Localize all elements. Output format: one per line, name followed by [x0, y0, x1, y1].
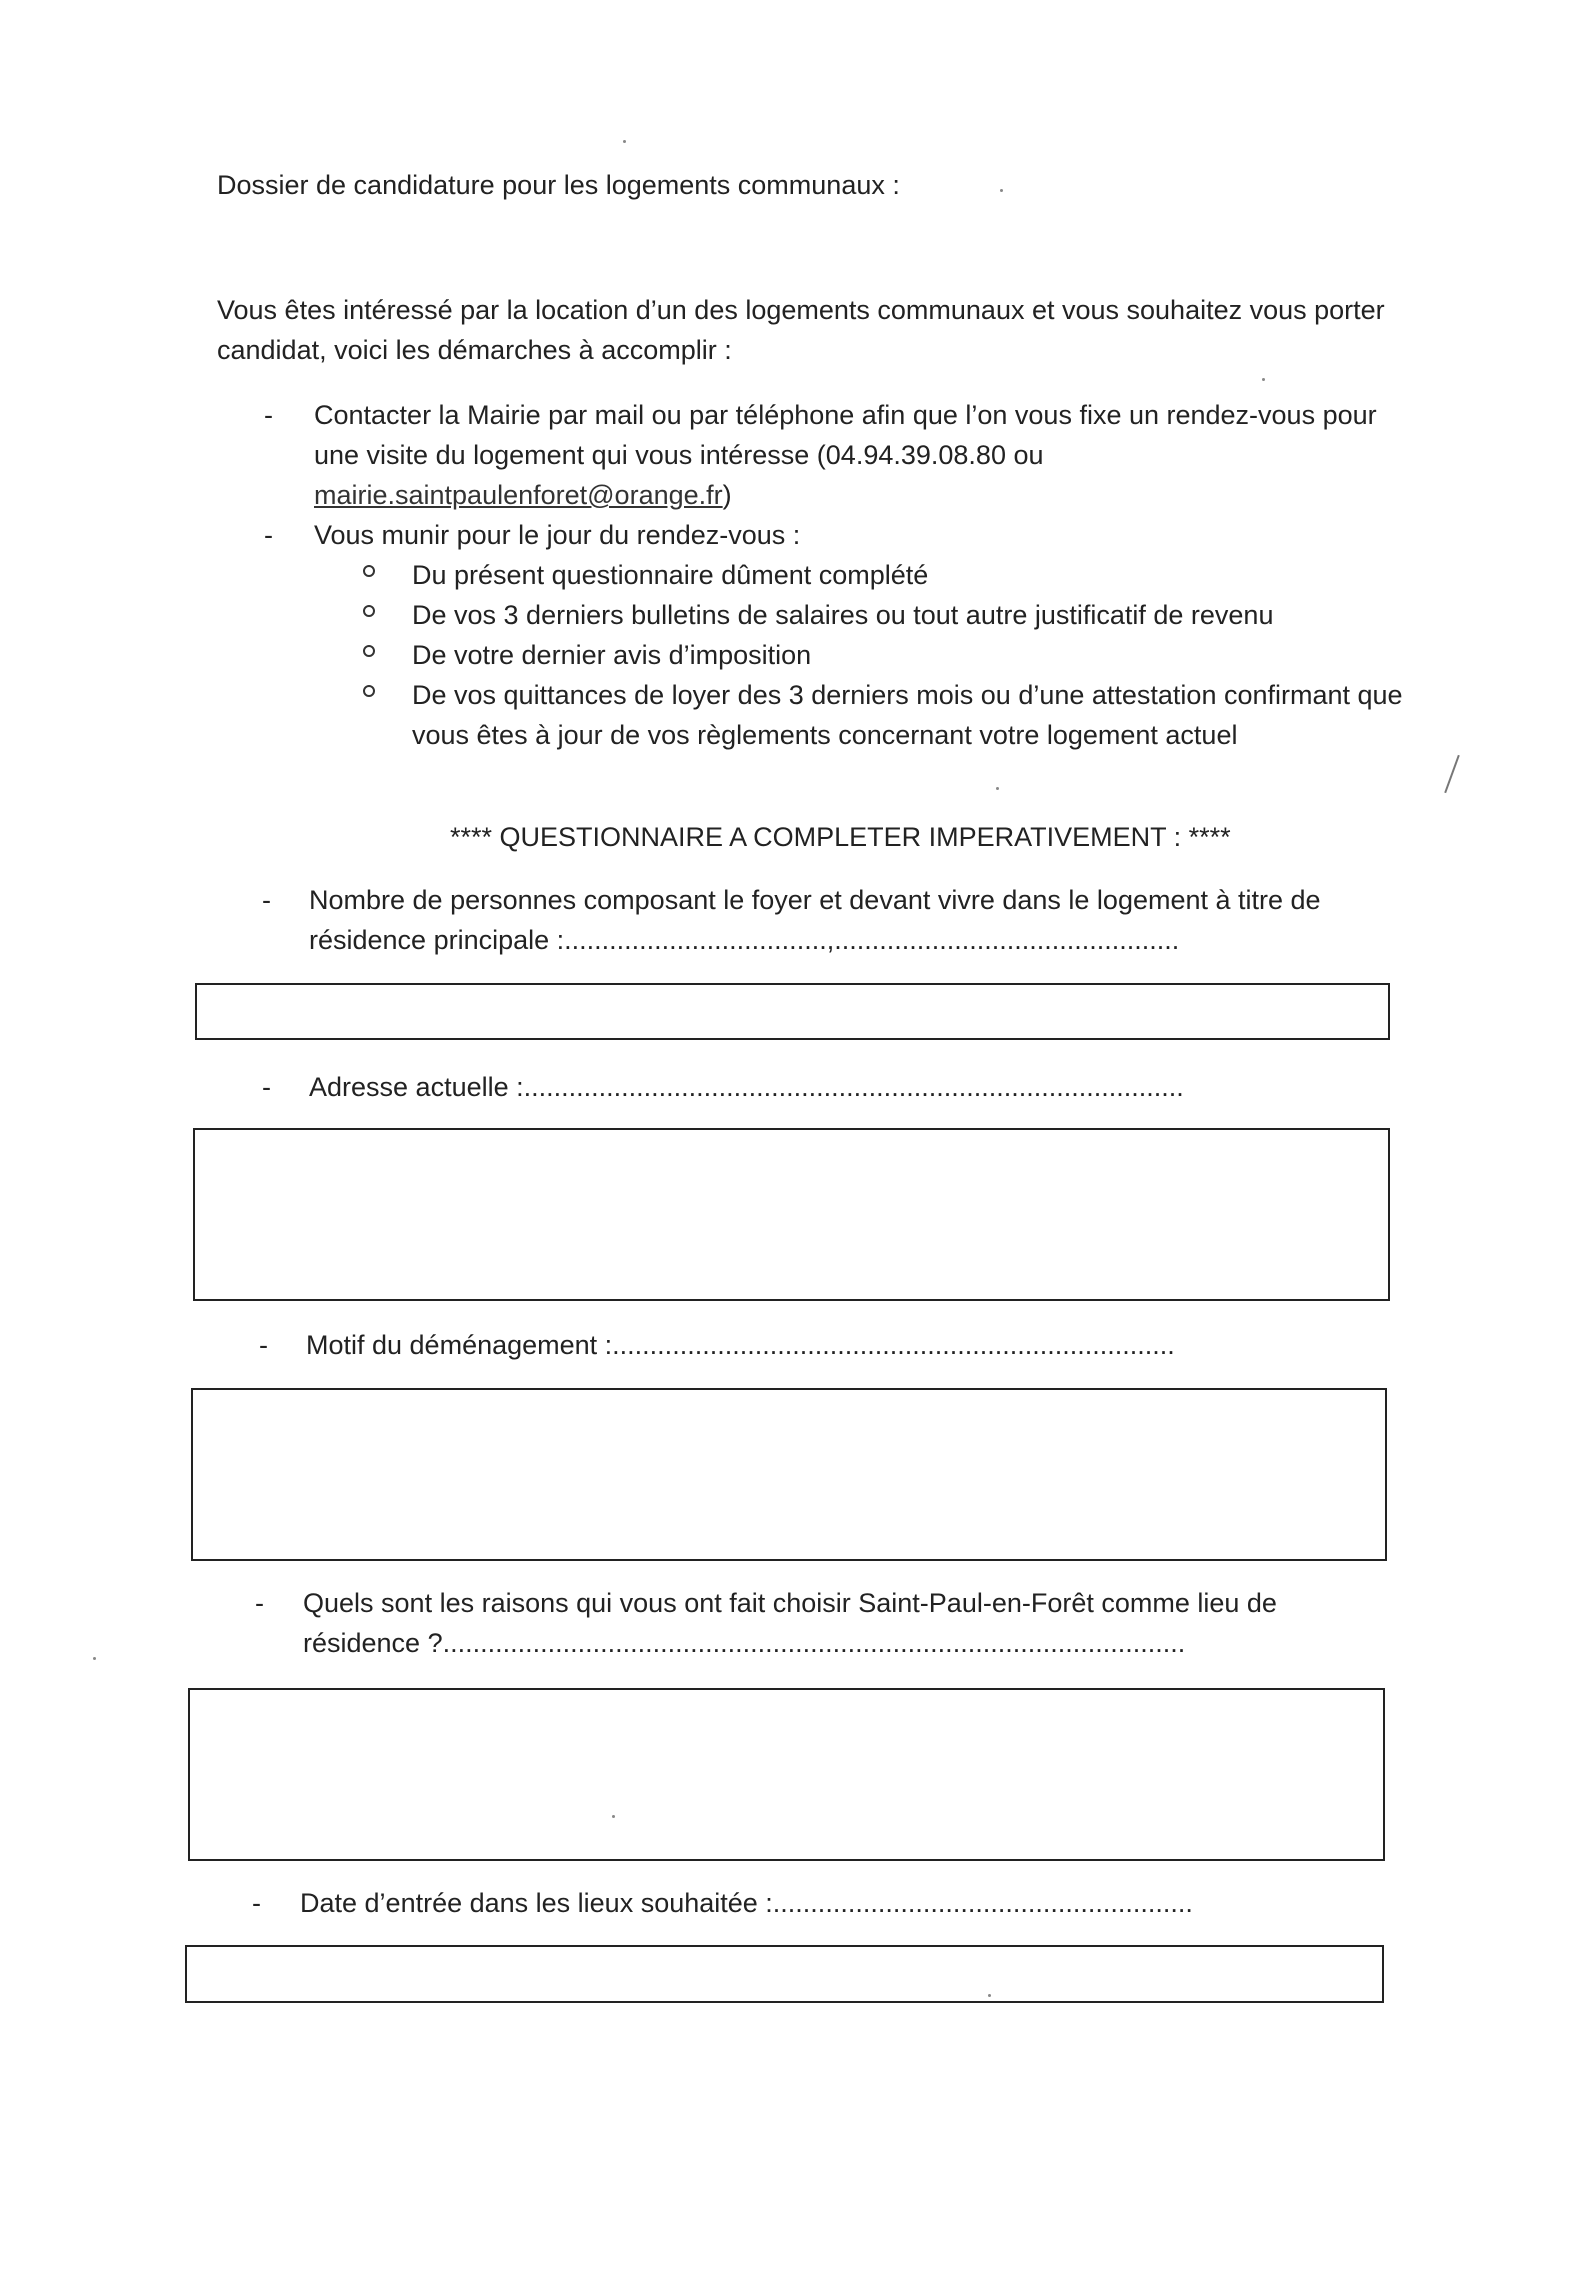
circle-bullet-icon	[363, 685, 375, 697]
intro-line-2: candidat, voici les démarches à accomplir :	[217, 335, 732, 365]
list-dash: -	[262, 885, 271, 915]
scan-speck	[996, 787, 999, 790]
answer-box-move-in-date[interactable]	[185, 1945, 1384, 2003]
document-item: De vos 3 derniers bulletins de salaires ou tout autre justificatif de revenu	[412, 600, 1274, 630]
email-close-paren: )	[722, 480, 732, 510]
list-dash: -	[262, 1072, 271, 1102]
scan-speck	[623, 140, 626, 143]
list-dash: -	[252, 1888, 261, 1918]
contact-line-1: Contacter la Mairie par mail ou par téléphone afin que l’on vous fixe un rendez-vous pour	[314, 400, 1377, 430]
answer-box-current-address[interactable]	[193, 1128, 1390, 1301]
scan-speck	[612, 1815, 615, 1818]
list-dash: -	[255, 1588, 264, 1618]
circle-bullet-icon	[363, 565, 375, 577]
document-title: Dossier de candidature pour les logements communaux :	[217, 170, 900, 200]
question-moving-reason: Motif du déménagement :...........................................................................	[306, 1330, 1175, 1360]
question-household-size-cont: résidence principale :...................................,..............................................	[309, 925, 1180, 955]
document-item: De votre dernier avis d’imposition	[412, 640, 812, 670]
circle-bullet-icon	[363, 645, 375, 657]
scan-speck	[988, 1994, 991, 1997]
list-dash: -	[259, 1330, 268, 1360]
document-item-continued: vous êtes à jour de vos règlements concernant votre logement actuel	[412, 720, 1238, 750]
scan-speck	[1262, 378, 1265, 381]
document-item: De vos quittances de loyer des 3 derniers mois ou d’une attestation confirmant que	[412, 680, 1403, 710]
pen-mark	[1444, 755, 1460, 793]
contact-line-2: une visite du logement qui vous intéresse (04.94.39.08.80 ou	[314, 440, 1044, 470]
question-move-in-date: Date d’entrée dans les lieux souhaitée :........................................................	[300, 1888, 1193, 1918]
scan-speck	[93, 1657, 96, 1660]
documents-label: Vous munir pour le jour du rendez-vous :	[314, 520, 801, 550]
question-household-size: Nombre de personnes composant le foyer et devant vivre dans le logement à titre de	[309, 885, 1321, 915]
intro-line-1: Vous êtes intéressé par la location d’un des logements communaux et vous souhaitez vous porter	[217, 295, 1385, 325]
circle-bullet-icon	[363, 605, 375, 617]
question-current-address: Adresse actuelle :........................................................................................	[309, 1072, 1184, 1102]
contact-line-3	[314, 475, 732, 515]
document-item: Du présent questionnaire dûment complété	[412, 560, 929, 590]
answer-box-moving-reason[interactable]	[191, 1388, 1387, 1561]
list-dash: -	[264, 520, 273, 550]
answer-box-household-size[interactable]	[195, 983, 1390, 1040]
answer-box-choice-reasons[interactable]	[188, 1688, 1385, 1861]
email-link[interactable]: mairie.saintpaulenforet@orange.fr	[314, 480, 723, 510]
scan-speck	[1000, 189, 1003, 192]
question-choice-reasons: Quels sont les raisons qui vous ont fait choisir Saint-Paul-en-Forêt comme lieu de	[303, 1588, 1277, 1618]
questionnaire-heading: **** QUESTIONNAIRE A COMPLETER IMPERATIVEMENT : ****	[450, 822, 1231, 852]
question-choice-reasons-cont: résidence ?...................................................................................................	[303, 1628, 1186, 1658]
list-dash: -	[264, 400, 273, 430]
